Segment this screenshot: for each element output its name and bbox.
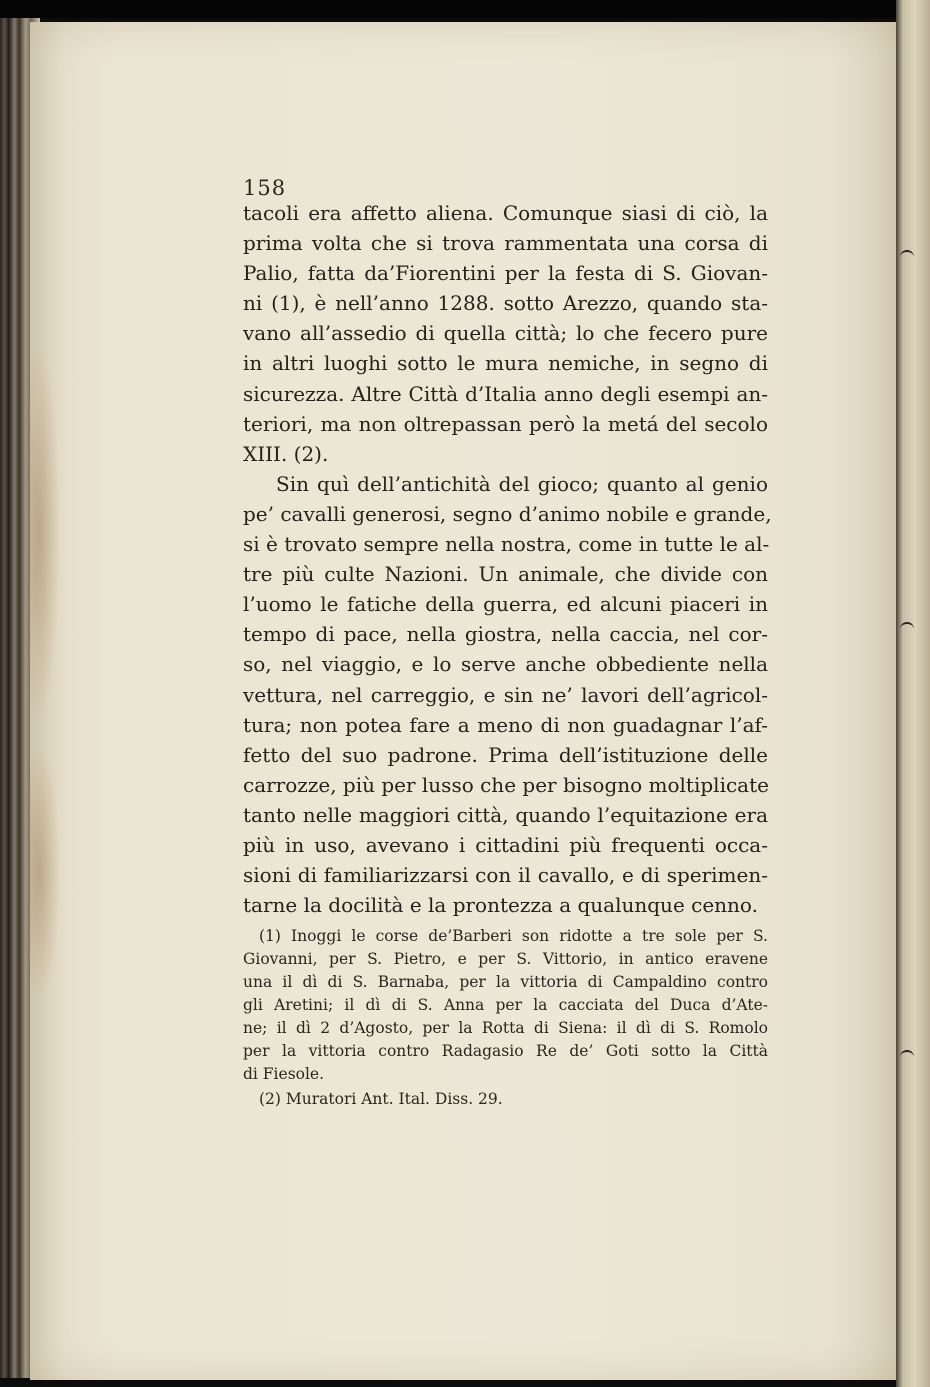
body-line: Sin quì dell’antichità del gioco; quanto al genio <box>276 471 768 496</box>
adjacent-page-edge <box>896 0 930 1387</box>
footnote-line: (1) Inoggi le corse de’Barberi son ridotte a tre sole per S. <box>259 927 768 945</box>
footnote-line: per la vittoria contro Radagasio Re de’ Goti sotto la Città <box>243 1042 768 1060</box>
body-line: teriori, ma non oltrepassan però la metá del secolo <box>243 411 768 436</box>
body-line: in altri luoghi sotto le mura nemiche, in segno di <box>243 351 768 376</box>
body-line: sioni di familiarizzarsi con il cavallo, e di sperimen- <box>243 863 768 888</box>
footnotes <box>243 925 768 1111</box>
body-line: più in uso, avevano i cittadini più frequenti occa- <box>243 832 768 857</box>
page-number: 158 <box>243 176 287 200</box>
body-line: l’uomo le fatiche della guerra, ed alcuni piaceri in <box>243 592 768 617</box>
body-line: tanto nelle maggiori città, quando l’equitazione era <box>243 802 768 827</box>
scan-top-border <box>0 0 930 18</box>
page-edge-mark <box>900 1050 914 1060</box>
footnote-line: gli Aretini; il dì di S. Anna per la cacciata del Duca d’Ate- <box>243 996 768 1014</box>
body-line: pe’ cavalli generosi, segno d’animo nobile e grande, <box>243 501 772 526</box>
page-stain <box>30 342 60 722</box>
body-line: tarne la docilità e la prontezza a qualunque cenno. <box>243 893 758 918</box>
body-line: tura; non potea fare a meno di non guadagnar l’af- <box>243 712 768 737</box>
body-line: tre più culte Nazioni. Un animale, che divide con <box>243 562 768 587</box>
body-line: prima volta che si trova rammentata una corsa di <box>243 231 768 256</box>
footnote-line: ne; il dì 2 d’Agosto, per la Rotta di Siena: il dì di S. Romolo <box>243 1019 768 1037</box>
body-line: ni (1), è nell’anno 1288. sotto Arezzo, quando sta- <box>243 291 768 316</box>
body-line: tempo di pace, nella giostra, nella caccia, nel cor- <box>243 622 768 647</box>
body-line: vettura, nel carreggio, e sin ne’ lavori dell’agricol- <box>243 682 768 707</box>
body-line: fetto del suo padrone. Prima dell’istituzione delle <box>243 742 768 767</box>
body-line: Palio, fatta da’Fiorentini per la festa di S. Giovan- <box>243 261 768 286</box>
footnote-line: di Fiesole. <box>243 1065 325 1083</box>
body-line: sicurezza. Altre Città d’Italia anno degli esempi an- <box>243 381 768 406</box>
body-line: vano all’assedio di quella città; lo che fecero pure <box>243 321 768 346</box>
body-line: carrozze, più per lusso che per bisogno moltiplicate <box>243 772 769 797</box>
page-edge-mark <box>900 250 914 260</box>
footnote-line: una il dì di S. Barnaba, per la vittoria di Campaldino contro <box>243 973 768 991</box>
page-edge-mark <box>900 622 914 632</box>
page-stain <box>30 742 60 1002</box>
body-line: XIII. (2). <box>243 441 329 466</box>
body-line: tacoli era affetto aliena. Comunque siasi di ciò, la <box>243 201 768 225</box>
body-text <box>243 198 772 920</box>
body-line: so, nel viaggio, e lo serve anche obbediente nella <box>243 652 768 677</box>
body-line: si è trovato sempre nella nostra, come in tutte le al- <box>243 532 770 557</box>
footnote-line: Giovanni, per S. Pietro, e per S. Vittorio, in antico eravene <box>243 950 768 968</box>
footnote-line: (2) Muratori Ant. Ital. Diss. 29. <box>259 1090 503 1108</box>
